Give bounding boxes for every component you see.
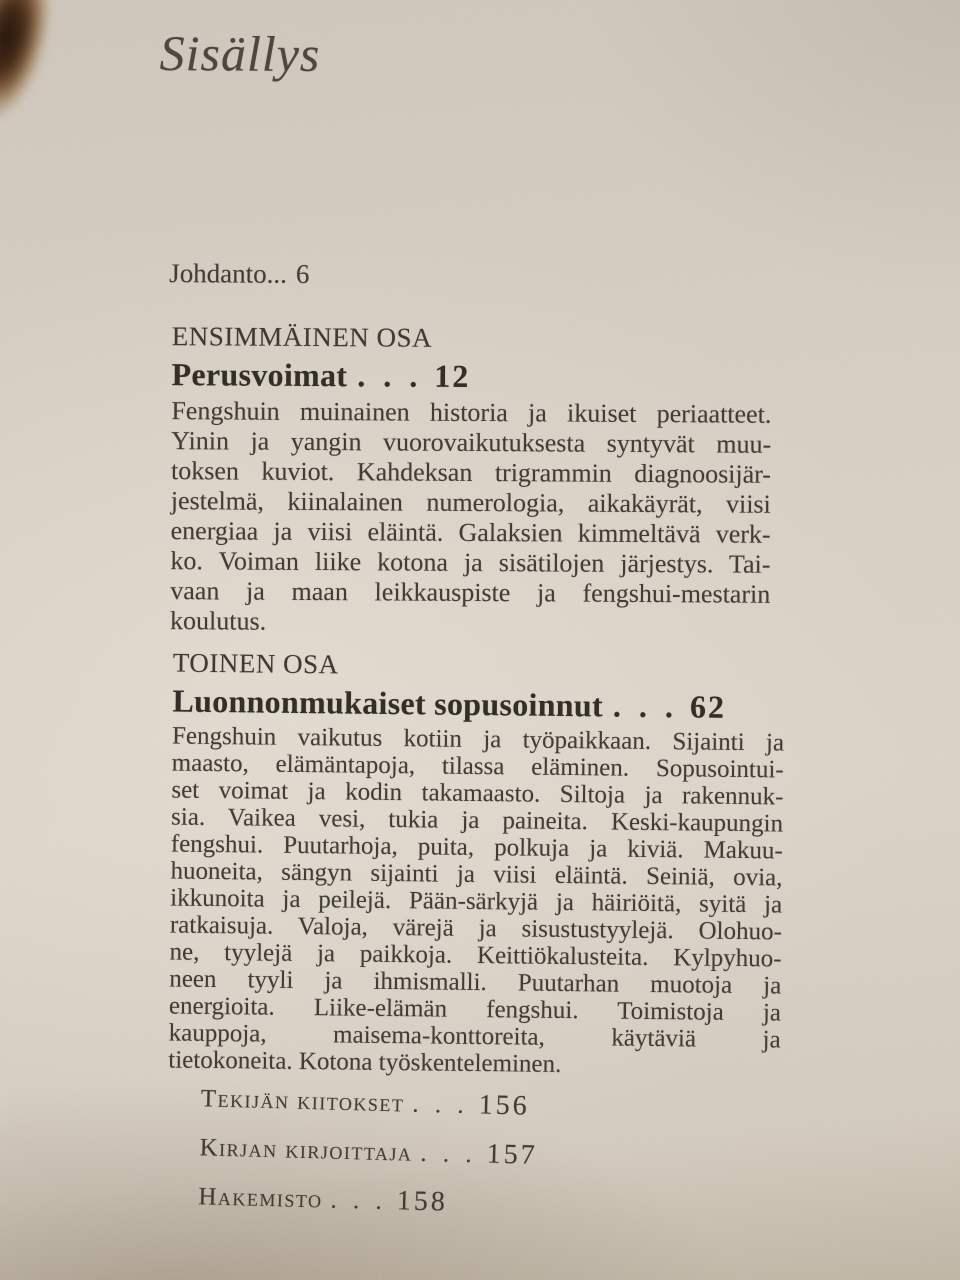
section-summary-last-line: koulutus.: [170, 606, 267, 636]
toc-entry-dots: ...: [266, 258, 288, 289]
section-page-number: 62: [689, 688, 727, 725]
toc-entry-dots: . . .: [330, 1186, 388, 1216]
toc-entry-page-number: 6: [295, 258, 310, 289]
section-heading: [171, 354, 771, 398]
section-dots: . . .: [612, 687, 679, 725]
toc-entry-tekijan-kiitokset: [200, 1082, 539, 1123]
toc-entry-page-number: 157: [486, 1138, 539, 1171]
section-dots: . . .: [357, 357, 423, 394]
back-matter-entries: [198, 1082, 540, 1238]
toc-section-second: [168, 645, 785, 1081]
section-title: Perusvoimat: [171, 356, 348, 394]
toc-entry-page-number: 156: [478, 1089, 531, 1122]
toc-entry-hakemisto: [198, 1180, 537, 1221]
toc-entry-label: Johdanto: [169, 258, 267, 289]
section-page-number: 12: [434, 357, 471, 394]
toc-entry-kirjan-kirjoittaja: [199, 1131, 538, 1172]
section-kicker: TOINEN OSA: [172, 647, 339, 680]
toc-entry-label: Tekijän kiitokset: [200, 1085, 405, 1118]
toc-entry-label: Kirjan kirjoittaja: [199, 1134, 413, 1167]
toc-entry-dots: . . .: [420, 1139, 477, 1169]
section-kicker: ENSIMMÄINEN OSA: [171, 321, 433, 353]
page-title: Sisällys: [159, 25, 321, 83]
toc-entry-dots: . . .: [412, 1090, 470, 1120]
section-heading: [172, 681, 784, 728]
section-summary: Fengshuin vaikutus kotiin ja työpaikkaan. Sijainti ja maasto, elämäntapoja, tilassa eläminen. Sopusointui- set voimat ja kodin takamaasto. Siltoja ja rakennuk- sia. Vaikea vesi, tukia ja paineita. Keski-kaupungin fengshui. Puutarhoja, puita, polkuja ja kiviä. Makuu- huoneita, sängyn sijainti ja viisi eläintä. Seiniä, ovia, ikkunoita ja peilejä. Pään-särkyjä ja häiriöitä, syitä ja ratkaisuja. Valoja, värejä ja sisustustyylejä. Olohuo- ne, tyylejä ja paikkoja. Keittiökalusteita. Kylpyhuo- neen tyyli ja ihmismalli. Puutarhan muotoja ja energioita. Liike-elämän fengshui. Toimistoja ja kauppoja, maisema-konttoreita, käytäviä ja: [168, 722, 785, 1054]
section-summary-last-line: tietokoneita. Kotona työskenteleminen.: [168, 1046, 562, 1078]
section-summary: Fengshuin muinainen historia ja ikuiset periaatteet. Yinin ja yangin vuorovaikutuksesta syntyvät muu- toksen kuviot. Kahdeksan trigrammin diagnoosijär- jestelmä, kiinalainen numerologia, aikakäyrät, viisi energiaa ja viisi eläintä. Galaksien kimmeltävä verk- ko. Voiman liike kotona ja sisätilojen järjestys. Tai- vaan ja maan leikkauspiste ja fengshui-mestarin: [170, 396, 772, 609]
toc-entry-label: Hakemisto: [198, 1183, 323, 1214]
section-title: Luonnonmukaiset sopusoinnut: [172, 682, 604, 724]
toc-section-first: [170, 318, 772, 640]
toc-entry-page-number: 158: [396, 1185, 449, 1218]
toc-entry-johdanto: [169, 256, 309, 291]
